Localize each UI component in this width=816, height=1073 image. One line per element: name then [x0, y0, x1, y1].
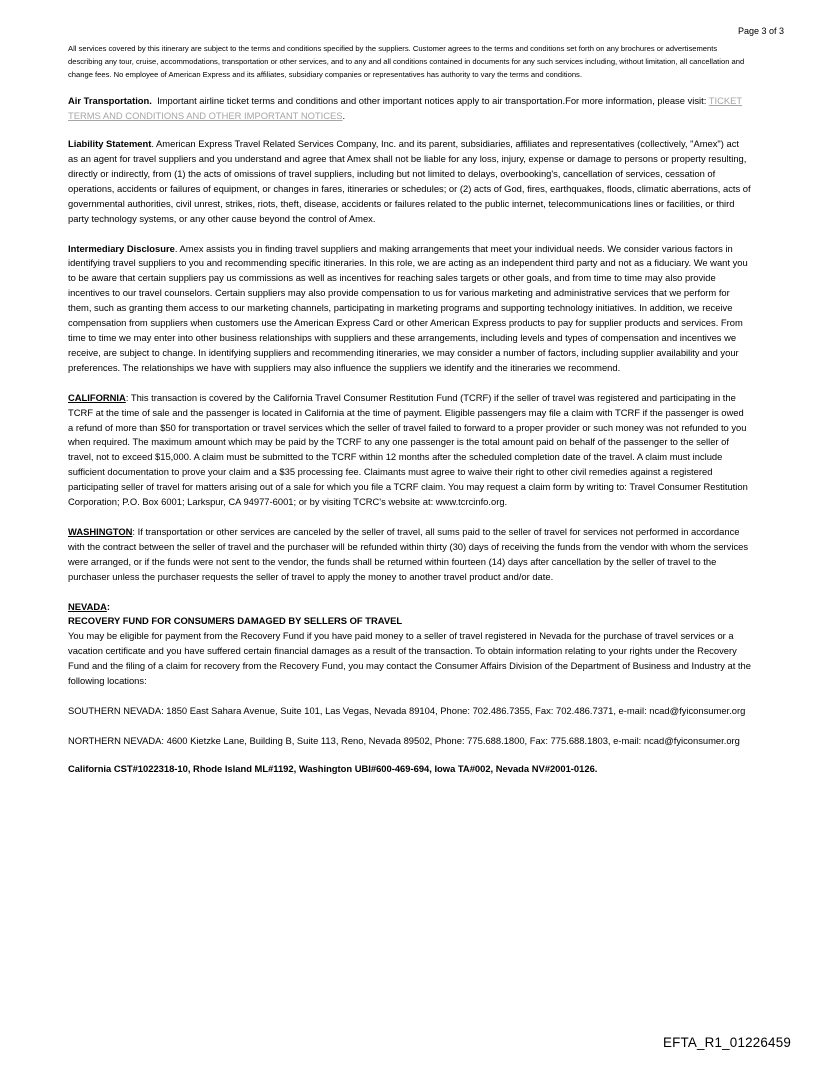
nevada-text: You may be eligible for payment from the Recovery Fund if you have paid money to a seller of travel registered in Nevada for the purchase of travel services or a vacation certificate and you have suffered certain financial damages as a result of the transaction. To obtain information relating to your rights under the Recovery Fund and the filing of a claim for recovery from the Recovery Fund, you may contact the Consumer Affairs Division of the Department of Business and Industry at the following locations: [68, 630, 751, 687]
document-id: EFTA_R1_01226459 [662, 1035, 791, 1050]
license-numbers: California CST#1022318-10, Rhode Island ML#1192, Washington UBI#600-469-694, Iowa TA#002, Nevada NV#2001-0126. [68, 762, 598, 774]
liability-heading: Liability Statement [68, 138, 152, 150]
intermediary-heading: Intermediary Disclosure [68, 242, 175, 254]
nevada-section [68, 600, 751, 689]
terms-notice: All services covered by this itinerary are subject to the terms and conditions specified by the suppliers. Customer agrees to the terms and conditions set forth on any brochures or advertisements describing any tour, cruise, accommodations, transportation or other services, and to any and all conditions contained in documents for any such services including, without limitation, all cancellation and change fees. No employee of American Express and its affiliates, subsidiary companies or representatives has authority to vary the terms and conditions. [68, 44, 745, 80]
air-transportation-end: . [342, 110, 346, 122]
liability-text: . American Express Travel Related Services Company, Inc. and its parent, subsidiaries, affiliates and representatives (collectively, "Amex") act as an agent for travel suppliers and you understand and agree that Amex shall not be liable for any loss, injury, expense or damage to persons or property resulting, directly or indirectly, from (1) the acts of omissions of travel suppliers, including but not limited to delays, overbooking's, cancellation of services, cessation of operations, accidents or failures of equipment, or changes in fares, itineraries or schedules; or (2) acts of God, fires, earthquakes, floods, climatic aberrations, acts of governmental authorities, civil unrest, strikes, riots, theft, disease, accidents or failures related to the public internet, telecommunications lines or facilities, or third party technology systems, or any other cause beyond the control of Amex. [68, 138, 751, 224]
northern-nevada-address: NORTHERN NEVADA: 4600 Kietzke Lane, Building B, Suite 113, Reno, Nevada 89502, Phone: 775.688.1800, Fax: 775.688.1803, e-mail: ncad@fyiconsumer.org [68, 734, 740, 746]
air-transportation-heading: Air Transportation. [68, 95, 152, 107]
washington-heading: WASHINGTON [68, 525, 133, 537]
liability-section [68, 137, 751, 226]
washington-text: : If transportation or other services are canceled by the seller of travel, all sums paid to the seller of travel for services not performed in accordance with the contract between the seller of travel and the purchaser will be refunded within thirty (30) days of receiving the funds from the vendor with whom the services were arranged, or if the funds were not sent to the vendor, the funds shall be returned within fourteen (14) days after cancellation by the seller of travel to the purchaser unless the purchaser requests the seller of travel to apply the money to another travel product and/or date. [68, 525, 749, 582]
nevada-heading-line [68, 600, 751, 615]
air-transportation-text: Important airline ticket terms and conditions and other important notices apply to air transportation.For more information, please visit: [157, 95, 707, 107]
california-text: : This transaction is covered by the California Travel Consumer Restitution Fund (TCRF) if the seller of travel was registered and participating in the TCRF at the time of sale and the passenger is located in California at the time of payment. Eligible passengers may file a claim with TCRF if the passenger is owed a refund of more than $50 for transportation or travel services which the seller of travel failed to forward to a proper provider or such money was not refunded to you when required. The maximum amount which may be paid by the TCRF to any one passenger is the total amount paid on behalf of the passenger to the seller of travel, not to exceed $15,000. A claim must be submitted to the TCRF within 12 months after the scheduled completion date of the travel. A claim must include sufficient documentation to prove your claim and a $35 processing fee. Claimants must agree to waive their right to other civil remedies against a registered participating seller of travel for matters arising out of a sale for which you file a TCRF claim. You may request a claim form by writing to: Travel Consumer Restitution Corporation; P.O. Box 6001; Larkspur, CA 94977-6001; or by visiting TCRC's website at: www.tcrcinfo.org. [68, 391, 748, 508]
california-heading: CALIFORNIA [68, 391, 126, 403]
air-transportation-section [68, 94, 751, 124]
california-section [68, 391, 751, 510]
nevada-subheading: RECOVERY FUND FOR CONSUMERS DAMAGED BY SELLERS OF TRAVEL [68, 615, 403, 627]
ticket-terms-link[interactable]: TICKET TERMS AND CONDITIONS AND OTHER IMPORTANT NOTICES [68, 95, 743, 122]
page-number: Page 3 of 3 [737, 26, 784, 36]
southern-nevada-address: SOUTHERN NEVADA: 1850 East Sahara Avenue, Suite 101, Las Vegas, Nevada 89104, Phone: 702.486.7355, Fax: 702.486.7371, e-mail: ncad@fyiconsumer.org [68, 705, 746, 716]
nevada-heading: NEVADA [68, 600, 107, 612]
intermediary-text: . Amex assists you in finding travel suppliers and making arrangements that meet your individual needs. We consider various factors in identifying travel suppliers to you and recommending specific itineraries. In this role, we are acting as an independent third party and not as a fiduciary. We want you to be aware that certain suppliers pay us commissions as well as incentives for reaching sales targets or other goals, and from time to time may also provide incentives to our travel counselors. Certain suppliers may also provide compensation to us for various marketing and administrative services that we perform for them, such as granting them access to our marketing channels, participating in marketing programs and supporting technology initiatives. In addition, we receive compensation from suppliers when customers use the American Express Card or other American Express products to pay for supplier products and services. From time to time we may enter into other business relationships with suppliers and these arrangements, including levels and types of compensation and incentives we receive, are subject to change. In identifying suppliers and recommending itineraries, we may consider a number of factors, including supplier availability and your preferences. The relationships we have with suppliers may also influence the suppliers we identify and the itineraries we recommend. [68, 242, 748, 373]
nevada-heading-colon: : [106, 600, 111, 612]
washington-section [68, 525, 751, 585]
intermediary-section [68, 242, 751, 376]
document-body [68, 42, 751, 777]
